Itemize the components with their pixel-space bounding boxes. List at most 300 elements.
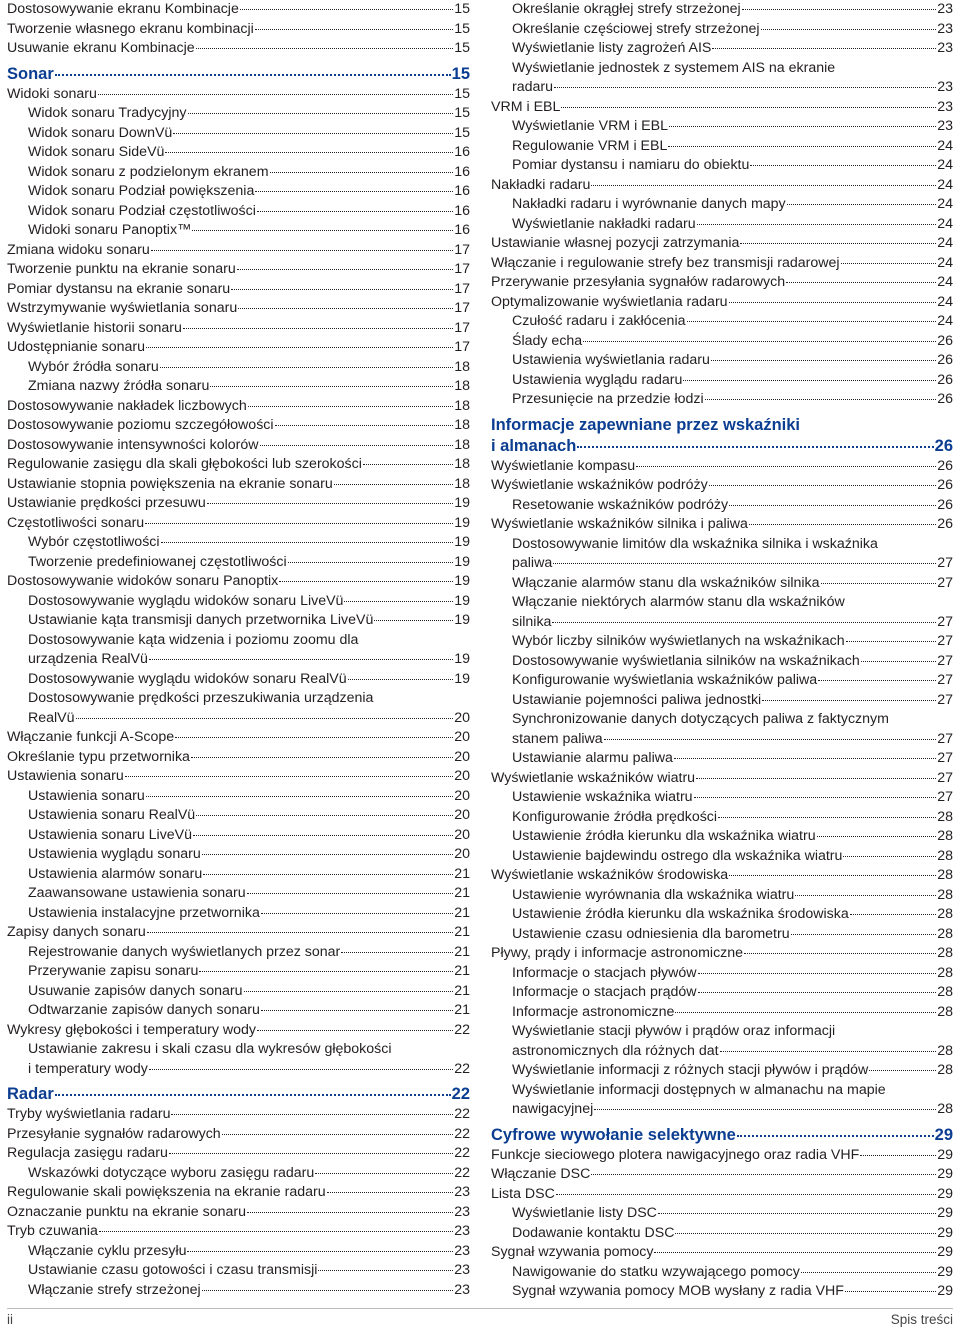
toc-entry[interactable] [7,319,470,339]
toc-page-number: 19 [454,573,470,589]
toc-dot-leader [261,1010,453,1011]
toc-subentry[interactable] [491,195,953,215]
toc-page-number: 18 [454,417,470,433]
toc-subentry[interactable] [7,631,470,651]
toc-dot-leader [583,341,936,342]
toc-entry-title: Regulowanie skali powiększenia na ekranie radaru [7,1184,326,1200]
toc-subentry[interactable] [491,554,953,574]
toc-entry[interactable] [7,1144,470,1164]
toc-subentry[interactable] [491,137,953,157]
toc-entry-title: Regulowanie VRM i EBL [512,137,668,154]
toc-subentry[interactable] [491,691,953,711]
toc-dot-leader [374,620,453,621]
toc-subentry[interactable] [7,1040,470,1060]
toc-subentry[interactable] [491,730,953,750]
toc-subentry[interactable] [491,710,953,730]
toc-subentry[interactable] [7,592,470,612]
toc-page-number: 18 [454,378,470,394]
toc-entry[interactable] [491,234,953,254]
toc-subentry[interactable] [491,39,953,59]
toc-subentry[interactable] [7,962,470,982]
toc-subentry[interactable] [491,671,953,691]
toc-page-number: 19 [454,592,470,609]
toc-entry-title: Określanie okrągłej strefy strzeżonej [512,1,741,17]
toc-dot-leader [577,446,933,448]
toc-dot-leader [255,191,453,192]
toc-subentry[interactable] [7,533,470,553]
toc-entry-title: Ustawienia sonaru RealVü [28,807,196,823]
toc-entry-title: Zmiana nazwy źródła sonaru [28,378,210,394]
toc-subentry[interactable] [7,124,470,144]
toc-dot-leader [247,893,454,894]
toc-entry-title: Sonar [7,64,54,83]
toc-subentry[interactable] [491,332,953,352]
toc-dot-leader [817,836,937,837]
toc-subentry[interactable] [491,1081,953,1101]
toc-subentry[interactable] [7,104,470,124]
toc-entry-title: Zmiana widoku sonaru [7,241,150,258]
toc-entry-title: paliwa [512,555,553,571]
toc-entry-title: Optymalizowanie wyświetlania radaru [491,293,728,310]
toc-entry[interactable] [7,455,470,475]
toc-entry[interactable] [7,494,470,514]
toc-entry[interactable] [7,728,470,748]
toc-page-number: 17 [454,339,470,355]
toc-entry[interactable] [7,436,470,456]
toc-entry-title: Ustawianie pojemności paliwa jednostki [512,691,762,708]
toc-entry-title: Dostosowywanie wyświetlania silników na wskaźnikach [512,652,860,669]
toc-subentry[interactable] [491,925,953,945]
toc-dot-leader [705,399,937,400]
toc-dot-leader [270,172,454,173]
toc-subentry[interactable] [7,943,470,963]
toc-subentry[interactable] [491,351,953,371]
toc-page-number: 27 [937,672,953,688]
toc-entry-title: Ustawienie źródła kierunku dla wskaźnika wiatru [512,828,816,844]
toc-entry[interactable] [491,98,953,118]
toc-entry-title: Tryby wyświetlania radaru [7,1106,171,1122]
toc-entry-title: Informacje zapewniane przez wskaźniki [491,415,801,434]
toc-section-heading[interactable] [491,436,953,457]
toc-subentry[interactable] [7,826,470,846]
toc-dot-leader [191,757,453,758]
toc-dot-leader [149,1069,453,1070]
toc-subentry[interactable] [491,1061,953,1081]
toc-dot-leader [145,523,453,524]
toc-entry[interactable] [7,767,470,787]
toc-subentry[interactable] [7,865,470,885]
toc-page-number: 28 [937,1101,953,1117]
toc-subentry[interactable] [7,845,470,865]
toc-subentry[interactable] [491,983,953,1003]
toc-page-number: 23 [937,1,953,17]
toc-subentry[interactable] [491,390,953,410]
toc-page-number: 27 [937,789,953,805]
toc-subentry[interactable] [491,847,953,867]
toc-entry-title: Ustawienia sonaru [28,787,145,804]
toc-subentry[interactable] [491,59,953,79]
toc-page-number: 21 [454,865,470,882]
toc-entry-title: Określanie typu przetwornika [7,748,190,765]
toc-subentry[interactable] [491,964,953,984]
toc-subentry[interactable] [491,827,953,847]
toc-subentry[interactable] [7,553,470,573]
toc-dot-leader [845,1291,936,1292]
toc-section-heading[interactable] [491,1125,953,1146]
toc-dot-leader [729,302,937,303]
toc-entry-title: Wyświetlanie VRM i EBL [512,118,668,134]
toc-entry-title: Ustawianie własnej pozycji zatrzymania [491,235,740,251]
toc-section-heading[interactable] [7,64,470,85]
toc-entry-title: RealVü [28,709,75,726]
toc-entry-title: Informacje o stacjach pływów [512,964,697,981]
toc-subentry[interactable] [7,202,470,222]
toc-page-number: 23 [454,1203,470,1220]
toc-entry-title: Konfigurowanie wyświetlania wskaźników paliwa [512,672,818,688]
toc-dot-leader [787,204,937,205]
toc-subentry[interactable] [7,982,470,1002]
toc-entry-title: Dostosowywanie wyglądu widoków sonaru LiveVü [28,592,344,609]
toc-subentry[interactable] [7,182,470,202]
toc-dot-leader [850,914,937,915]
toc-subentry[interactable] [7,709,470,729]
toc-dot-leader [729,875,936,876]
toc-entry-title: Tworzenie predefiniowanej częstotliwości [28,553,287,570]
toc-entry[interactable] [7,299,470,319]
toc-subentry[interactable] [491,371,953,391]
toc-page-number: 24 [937,293,953,310]
toc-entry-title: i almanach [491,436,577,455]
toc-dot-leader [348,679,454,680]
toc-entry-title: Ustawianie kąta transmisji danych przetwornika LiveVü [28,612,374,628]
toc-page-number: 22 [454,1021,470,1038]
toc-entry[interactable] [491,476,953,496]
toc-dot-leader [709,485,937,486]
toc-entry-title: Dostosowywanie limitów dla wskaźnika silnika i wskaźnika [512,535,878,552]
toc-subentry[interactable] [491,535,953,555]
toc-page-number: 18 [454,475,470,492]
toc-entry-title: stanem paliwa [512,730,603,747]
toc-entry[interactable] [491,254,953,274]
toc-subentry[interactable] [491,632,953,652]
toc-entry[interactable] [7,0,470,20]
toc-page-number: 21 [454,904,470,921]
toc-page-number: 16 [454,183,470,199]
toc-page-number: 28 [937,828,953,844]
toc-dot-leader [255,29,453,30]
toc-entry[interactable] [7,1222,470,1242]
toc-subentry[interactable] [7,670,470,690]
toc-entry[interactable] [7,397,470,417]
toc-subentry[interactable] [491,0,953,20]
toc-entry-title: Wyświetlanie stacji pływów i prądów oraz informacji [512,1023,836,1039]
toc-entry[interactable] [7,260,470,280]
toc-dot-leader [687,321,937,322]
toc-entry-title: astronomicznych dla różnych dat [512,1042,719,1059]
toc-subentry[interactable] [491,117,953,137]
toc-dot-leader [604,739,937,740]
toc-subentry[interactable] [491,808,953,828]
toc-entry-title: Wyświetlanie wskaźników silnika i paliwa [491,516,748,532]
toc-subentry[interactable] [491,156,953,176]
toc-entry[interactable] [491,866,953,886]
toc-dot-leader [697,224,937,225]
toc-entry-title: Wstrzymywanie wyświetlania sonaru [7,300,238,316]
toc-subentry[interactable] [491,1282,953,1302]
toc-dot-leader [237,269,454,270]
toc-page-number: 22 [454,1125,470,1142]
toc-entry-title: Oznaczanie punktu na ekranie sonaru [7,1203,246,1220]
toc-dot-leader [161,542,454,543]
toc-dot-leader [694,797,937,798]
toc-subentry[interactable] [491,593,953,613]
toc-dot-leader [146,347,453,348]
toc-dot-leader [711,360,936,361]
toc-entry[interactable] [491,273,953,293]
toc-subentry[interactable] [491,886,953,906]
toc-left-column [7,0,470,1300]
toc-subentry[interactable] [491,312,953,332]
toc-entry-title: Ustawianie prędkości przesuwu [7,495,206,511]
toc-entry[interactable] [491,1146,953,1166]
toc-entry-title: Odtwarzanie zapisów danych sonaru [28,1002,260,1018]
toc-entry-title: Funkcje sieciowego plotera nawigacyjnego oraz radia VHF [491,1146,860,1163]
toc-subentry[interactable] [7,650,470,670]
toc-dot-leader [869,1070,936,1071]
toc-dot-leader [675,1012,936,1013]
toc-page-number: 26 [937,352,953,368]
toc-entry[interactable] [7,416,470,436]
toc-entry-title: nawigacyjnej [512,1101,594,1117]
toc-subentry[interactable] [7,377,470,397]
toc-subentry[interactable] [491,1022,953,1042]
toc-entry[interactable] [7,241,470,261]
toc-page-number: 26 [934,436,953,455]
toc-page-number: 16 [454,144,470,160]
toc-entry-title: Cyfrowe wywołanie selektywne [491,1125,736,1144]
toc-entry[interactable] [491,1243,953,1263]
toc-entry[interactable] [7,1183,470,1203]
toc-dot-leader [171,1114,453,1115]
toc-page-number: 18 [454,358,470,375]
toc-entry[interactable] [491,1185,953,1205]
toc-dot-leader [554,87,936,88]
toc-dot-leader [821,583,937,584]
toc-entry[interactable] [491,176,953,196]
toc-dot-leader [247,1212,453,1213]
toc-subentry[interactable] [7,689,470,709]
toc-entry[interactable] [491,457,953,477]
toc-entry[interactable] [7,1203,470,1223]
toc-entry[interactable] [7,923,470,943]
toc-entry[interactable] [7,748,470,768]
toc-subentry[interactable] [7,1164,470,1184]
toc-entry-title: silnika [512,613,552,630]
toc-subentry[interactable] [491,788,953,808]
toc-page-number: 28 [937,984,953,1000]
toc-dot-leader [795,895,936,896]
toc-dot-leader [203,874,453,875]
toc-page-number: 26 [937,371,953,388]
toc-entry[interactable] [7,475,470,495]
toc-subentry[interactable] [7,1242,470,1262]
toc-subentry[interactable] [491,613,953,633]
toc-page-number: 27 [937,555,953,571]
toc-entry-title: Wyświetlanie jednostek z systemem AIS na ekranie [512,59,836,76]
toc-entry-title: Dostosowywanie nakładek liczbowych [7,397,247,414]
toc-entry-title: Wybór częstotliwości [28,534,160,550]
toc-subentry[interactable] [491,574,953,594]
toc-section-heading[interactable] [491,415,953,436]
toc-entry-title: Określanie częściowej strefy strzeżonej [512,20,760,37]
toc-subentry[interactable] [7,163,470,183]
toc-entry[interactable] [491,769,953,789]
toc-entry-title: Resetowanie wskaźników podróży [512,496,729,513]
toc-dot-leader [594,1109,936,1110]
toc-entry-title: Ustawienie wyrównania dla wskaźnika wiatru [512,886,795,903]
toc-dot-leader [169,1153,453,1154]
toc-dot-leader [552,622,936,623]
toc-entry-title: Radar [7,1085,54,1103]
toc-dot-leader [737,1135,934,1137]
toc-dot-leader [125,776,454,777]
toc-entry-title: Dodawanie kontaktu DSC [512,1224,675,1241]
toc-entry-title: Włączanie strefy strzeżonej [28,1281,201,1298]
toc-subentry[interactable] [491,215,953,235]
toc-dot-leader [698,992,937,993]
toc-entry-title: Tworzenie własnego ekranu kombinacji [7,20,254,37]
toc-section-heading[interactable] [7,1084,470,1105]
toc-dot-leader [363,464,453,465]
toc-subentry[interactable] [7,1281,470,1301]
toc-entry[interactable] [491,515,953,535]
toc-dot-leader [279,581,453,582]
toc-page-number: 28 [937,1062,953,1078]
toc-dot-leader [801,1272,936,1273]
toc-page-number: 18 [454,456,470,472]
toc-subentry[interactable] [7,611,470,631]
toc-subentry[interactable] [7,904,470,924]
toc-dot-leader [318,1270,453,1271]
toc-subentry[interactable] [491,1100,953,1120]
toc-entry-title: Wskazówki dotyczące wyboru zasięgu radaru [28,1164,315,1181]
toc-subentry[interactable] [7,884,470,904]
toc-page-number: 20 [454,846,470,862]
toc-page-number: 19 [454,651,470,667]
toc-page-number: 19 [454,670,470,687]
toc-entry-title: Pomiar dystansu i namiaru do obiektu [512,157,750,173]
toc-subentry[interactable] [7,143,470,163]
toc-dot-leader [240,9,453,10]
toc-page-number: 27 [937,750,953,766]
toc-entry[interactable] [7,1021,470,1041]
toc-subentry[interactable] [491,496,953,516]
toc-subentry[interactable] [7,358,470,378]
toc-page-number: 24 [937,274,953,290]
toc-page-number: 21 [454,924,470,940]
toc-page-number: 26 [937,391,953,407]
toc-entry[interactable] [491,944,953,964]
toc-page-number: 17 [454,319,470,336]
toc-page-number: 15 [454,1,470,17]
toc-entry[interactable] [491,1165,953,1185]
toc-entry[interactable] [7,1105,470,1125]
footer-title: Spis treści [890,1312,953,1327]
toc-page-number: 16 [454,222,470,238]
toc-subentry[interactable] [491,652,953,672]
toc-subentry[interactable] [7,806,470,826]
toc-entry-title: Dostosowywanie kąta widzenia i poziomu zoomu dla [28,631,359,648]
toc-entry[interactable] [7,514,470,534]
toc-subentry[interactable] [7,1060,470,1080]
toc-dot-leader [591,185,936,186]
toc-dot-leader [244,991,454,992]
toc-page-number: 21 [454,1002,470,1018]
toc-page-number: 22 [454,1164,470,1181]
toc-entry-title: Ustawienia wyglądu sonaru [28,846,201,862]
toc-page-number: 28 [937,1042,953,1059]
toc-dot-leader [334,484,454,485]
toc-subentry[interactable] [491,749,953,769]
toc-subentry[interactable] [7,787,470,807]
toc-entry[interactable] [491,293,953,313]
toc-dot-leader [55,74,451,76]
toc-entry[interactable] [7,85,470,105]
toc-subentry[interactable] [491,1263,953,1283]
toc-entry-title: Dostosowywanie wyglądu widoków sonaru RealVü [28,670,347,687]
toc-dot-leader [183,328,453,329]
toc-subentry[interactable] [491,1224,953,1244]
toc-dot-leader [668,146,936,147]
toc-entry[interactable] [7,20,470,40]
toc-subentry[interactable] [491,1204,953,1224]
toc-page-number: 28 [937,964,953,981]
toc-entry-title: Włączanie DSC [491,1166,591,1182]
toc-entry[interactable] [7,572,470,592]
toc-dot-leader [750,165,936,166]
toc-entry[interactable] [7,280,470,300]
toc-subentry[interactable] [7,1261,470,1281]
toc-entry[interactable] [7,338,470,358]
toc-subentry[interactable] [491,905,953,925]
toc-subentry[interactable] [491,20,953,40]
toc-subentry[interactable] [7,221,470,241]
toc-entry[interactable] [7,39,470,59]
toc-subentry[interactable] [491,1042,953,1062]
toc-page-number: 29 [937,1185,953,1202]
toc-entry-title: Rejestrowanie danych wyświetlanych przez sonar [28,943,341,960]
toc-page-number: 26 [937,457,953,474]
toc-page-number: 29 [937,1166,953,1182]
toc-page-number: 27 [937,574,953,591]
toc-entry-title: i temperatury wody [28,1060,148,1077]
toc-entry-title: Wyświetlanie wskaźników podróży [491,477,708,493]
toc-page-number: 22 [454,1106,470,1122]
toc-dot-leader [257,1030,453,1031]
toc-subentry[interactable] [491,78,953,98]
toc-entry-title: Nawigowanie do statku wzywającego pomocy [512,1263,800,1280]
toc-page-number: 15 [454,40,470,56]
toc-subentry[interactable] [7,1001,470,1021]
toc-page-number: 23 [454,1242,470,1259]
toc-page-number: 20 [454,729,470,745]
toc-entry-title: Pomiar dystansu na ekranie sonaru [7,280,231,297]
toc-entry[interactable] [7,1125,470,1145]
toc-entry-title: Synchronizowanie danych dotyczących paliwa z faktycznym [512,711,889,727]
toc-subentry[interactable] [491,1003,953,1023]
toc-entry-title: Ustawienia instalacyjne przetwornika [28,904,260,921]
toc-page-number: 20 [454,787,470,804]
